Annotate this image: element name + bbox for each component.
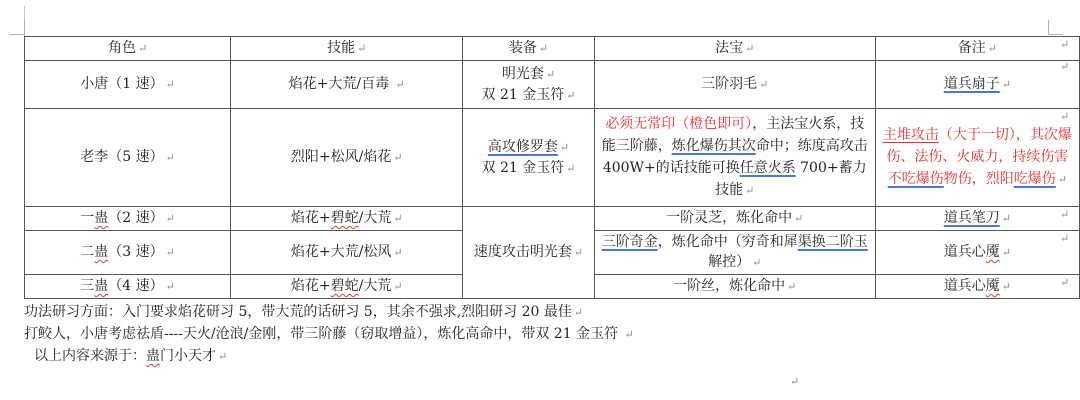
cell-role: 小唐（1 速） ↵	[25, 61, 231, 109]
cell-treasure: 一阶丝，炼化命中 ↵	[594, 275, 875, 299]
paragraph-skill-study: 功法研习方面：入门要求焰花研习 5，带大荒的话研习 5，其余不强求,烈阳研习 20 最佳 ↵	[24, 304, 584, 320]
row-end-mark: ↵	[1060, 276, 1070, 289]
cell-skill: 焰花+大荒/松风 ↵	[231, 231, 463, 275]
header-treasure: 法宝 ↵	[594, 37, 875, 61]
cell-note: 道兵扇子 ↵	[875, 61, 1079, 109]
cell-note: 道兵心魇 ↵	[875, 275, 1079, 299]
cell-equip-shared: 速度攻击明光套 ↵	[463, 207, 595, 299]
team-table	[24, 36, 1080, 299]
page-corner-mark-right	[1048, 20, 1063, 35]
cell-treasure: 必须无常印（橙色即可），主法宝火系，技能三阶藤，炼化爆伤其次命中；练度高攻击 400W+的话技能可换任意火系 700+蓄力技能 ↵	[594, 109, 875, 207]
cell-role: 一蛊（2 速） ↵	[25, 207, 231, 231]
empty-paragraph-mark: ↵	[790, 375, 800, 388]
cell-treasure: 三阶奇金，炼化命中（穷奇和犀渠换二阶玉解控） ↵	[594, 231, 875, 275]
table-row	[25, 207, 1080, 231]
row-end-mark: ↵	[1060, 60, 1070, 73]
cell-role: 老李（5 速） ↵	[25, 109, 231, 207]
row-end-mark: ↵	[1060, 208, 1070, 221]
cell-note: 道兵心魇 ↵	[875, 231, 1079, 275]
header-equip: 装备 ↵	[463, 37, 595, 61]
header-role: 角色 ↵	[25, 37, 231, 61]
cell-treasure: 三阶羽毛 ↵	[594, 61, 875, 109]
cell-skill: 焰花+碧蛇/大荒 ↵	[231, 207, 463, 231]
cell-equip: 高攻修罗套 ↵ 双 21 金玉符 ↵	[463, 109, 595, 207]
header-skill: 技能 ↵	[231, 37, 463, 61]
cell-skill: 焰花+大荒/百毒 ↵	[231, 61, 463, 109]
paragraph-shark-tips: 打鲛人，小唐考虑祛盾----天火/沧浪/金刚，带三阶藤（窃取增益），炼化高命中，带双 21 金玉符 ↵	[24, 326, 634, 342]
header-note: 备注 ↵	[875, 37, 1079, 61]
cell-note: 道兵笔刀 ↵	[875, 207, 1079, 231]
table-row	[25, 109, 1080, 207]
cell-skill: 焰花+碧蛇/大荒 ↵	[231, 275, 463, 299]
paragraph-source: 以上内容来源于：蛊门小天才 ↵	[34, 348, 228, 364]
table-header-row	[25, 37, 1080, 61]
cell-skill: 烈阳+松风/焰花 ↵	[231, 109, 463, 207]
row-end-mark: ↵	[1060, 38, 1070, 51]
cell-role: 二蛊（3 速） ↵	[25, 231, 231, 275]
row-end-mark: ↵	[1060, 232, 1070, 245]
page-corner-mark-left	[10, 20, 25, 35]
cell-treasure: 一阶灵芝，炼化命中 ↵	[594, 207, 875, 231]
cell-note: 主堆攻击（大于一切），其次爆伤、法伤、火威力，持续伤害不吃爆伤物伤，烈阳吃爆伤 ↵	[875, 109, 1079, 207]
cell-role: 三蛊（4 速） ↵	[25, 275, 231, 299]
row-end-mark: ↵	[1060, 110, 1070, 123]
cell-equip: 明光套 ↵ 双 21 金玉符 ↵	[463, 61, 595, 109]
table-row	[25, 61, 1080, 109]
